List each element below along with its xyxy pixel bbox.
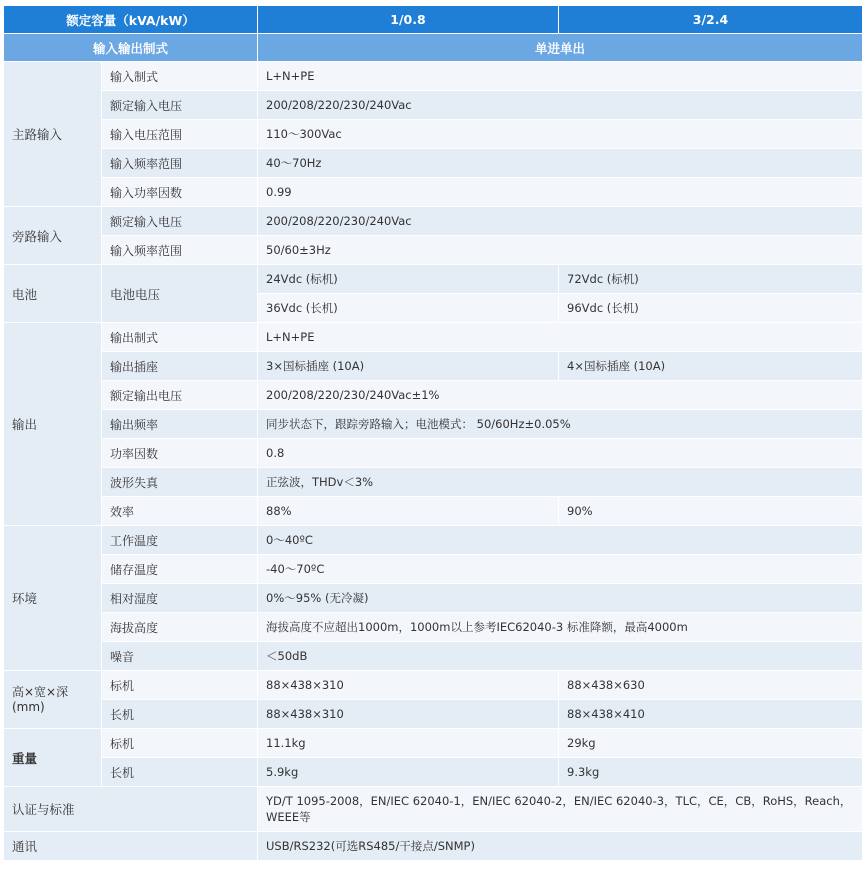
- param-value: 40～70Hz: [258, 149, 862, 178]
- param-value: 0～40ºC: [258, 526, 862, 555]
- table-row: [4, 613, 862, 642]
- table-row: [4, 700, 862, 729]
- table-row: [4, 352, 862, 381]
- value-model-b: 88×438×410: [559, 700, 862, 729]
- certification-value: YD/T 1095-2008，EN/IEC 62040-1，EN/IEC 62040-2，EN/IEC 62040-3，TLC，CE，CB，RoHS，Reach，WEEE等: [258, 787, 862, 832]
- value-model-a: 88%: [258, 497, 559, 526]
- table-row: [4, 758, 862, 787]
- param-value: 海拔高度不应超出1000m，1000m以上参考IEC62040-3 标准降额，最高4000m: [258, 613, 862, 642]
- value-model-a: 88×438×310: [258, 671, 559, 700]
- param-label: 波形失真: [102, 468, 258, 497]
- param-label: 额定输出电压: [102, 381, 258, 410]
- value-model-a: 11.1kg: [258, 729, 559, 758]
- capacity-label: 额定容量（kVA/kW）: [4, 6, 258, 34]
- param-value: -40～70ºC: [258, 555, 862, 584]
- header-row: [4, 6, 862, 34]
- param-value: 0.8: [258, 439, 862, 468]
- value-model-a: 88×438×310: [258, 700, 559, 729]
- value-model-a: 5.9kg: [258, 758, 559, 787]
- spec-table: [3, 5, 862, 861]
- param-label: 输入功率因数: [102, 178, 258, 207]
- param-label: 长机: [102, 700, 258, 729]
- param-label: 输入频率范围: [102, 236, 258, 265]
- value-model-b: 88×438×630: [559, 671, 862, 700]
- param-label: 输入频率范围: [102, 149, 258, 178]
- param-value: 0%～95% (无冷凝): [258, 584, 862, 613]
- table-row: [4, 439, 862, 468]
- table-row: [4, 497, 862, 526]
- table-row: [4, 178, 862, 207]
- table-row: [4, 787, 862, 832]
- certification-label: 认证与标准: [4, 787, 258, 832]
- group-main-input: 主路输入: [4, 62, 102, 207]
- value-model-a: 24Vdc (标机): [258, 265, 559, 294]
- param-value: 0.99: [258, 178, 862, 207]
- param-value: 200/208/220/230/240Vac: [258, 207, 862, 236]
- value-model-b: 96Vdc (长机): [559, 294, 862, 323]
- param-label: 输出频率: [102, 410, 258, 439]
- param-label: 输入电压范围: [102, 120, 258, 149]
- value-model-b: 4×国标插座 (10A): [559, 352, 862, 381]
- param-value: 正弦波，THDv＜3%: [258, 468, 862, 497]
- param-label: 额定输入电压: [102, 91, 258, 120]
- param-label: 输出插座: [102, 352, 258, 381]
- value-model-a: 3×国标插座 (10A): [258, 352, 559, 381]
- value-model-b: 9.3kg: [559, 758, 862, 787]
- value-model-b: 29kg: [559, 729, 862, 758]
- param-value: L+N+PE: [258, 62, 862, 91]
- io-mode-label: 输入输出制式: [4, 34, 258, 62]
- param-label: 输出制式: [102, 323, 258, 352]
- param-label: 工作温度: [102, 526, 258, 555]
- table-row: [4, 555, 862, 584]
- table-row: [4, 410, 862, 439]
- table-row: [4, 91, 862, 120]
- communication-label: 通讯: [4, 832, 258, 861]
- param-label: 相对湿度: [102, 584, 258, 613]
- param-label: 储存温度: [102, 555, 258, 584]
- table-row: [4, 381, 862, 410]
- param-value: 200/208/220/230/240Vac: [258, 91, 862, 120]
- table-row: [4, 642, 862, 671]
- param-value: 110～300Vac: [258, 120, 862, 149]
- param-label: 效率: [102, 497, 258, 526]
- param-label: 噪音: [102, 642, 258, 671]
- param-value: 同步状态下，跟踪旁路输入；电池模式： 50/60Hz±0.05%: [258, 410, 862, 439]
- model-b-header: 3/2.4: [559, 6, 862, 34]
- group-dimensions: 高×宽×深 (mm): [4, 671, 102, 729]
- table-row: [4, 323, 862, 352]
- param-value: ＜50dB: [258, 642, 862, 671]
- table-row: [4, 149, 862, 178]
- param-value: 50/60±3Hz: [258, 236, 862, 265]
- table-row: [4, 526, 862, 555]
- table-row: [4, 207, 862, 236]
- param-label: 长机: [102, 758, 258, 787]
- group-output: 输出: [4, 323, 102, 526]
- param-label: 标机: [102, 729, 258, 758]
- io-mode-value: 单进单出: [258, 34, 862, 62]
- param-label: 功率因数: [102, 439, 258, 468]
- param-label: 输入制式: [102, 62, 258, 91]
- table-row: [4, 832, 862, 861]
- value-model-a: 36Vdc (长机): [258, 294, 559, 323]
- group-bypass-input: 旁路输入: [4, 207, 102, 265]
- param-label: 海拔高度: [102, 613, 258, 642]
- table-row: [4, 236, 862, 265]
- io-mode-row: [4, 34, 862, 62]
- table-row: [4, 265, 862, 294]
- table-row: [4, 62, 862, 91]
- table-row: [4, 729, 862, 758]
- param-label: 额定输入电压: [102, 207, 258, 236]
- value-model-b: 72Vdc (标机): [559, 265, 862, 294]
- param-value: L+N+PE: [258, 323, 862, 352]
- group-weight: 重量: [4, 729, 102, 787]
- table-row: [4, 584, 862, 613]
- communication-value: USB/RS232(可选RS485/干接点/SNMP): [258, 832, 862, 861]
- value-model-b: 90%: [559, 497, 862, 526]
- table-row: [4, 671, 862, 700]
- param-label: 标机: [102, 671, 258, 700]
- model-a-header: 1/0.8: [258, 6, 559, 34]
- group-environment: 环境: [4, 526, 102, 671]
- group-battery: 电池: [4, 265, 102, 323]
- param-value: 200/208/220/230/240Vac±1%: [258, 381, 862, 410]
- param-label: 电池电压: [102, 265, 258, 323]
- table-row: [4, 468, 862, 497]
- table-row: [4, 120, 862, 149]
